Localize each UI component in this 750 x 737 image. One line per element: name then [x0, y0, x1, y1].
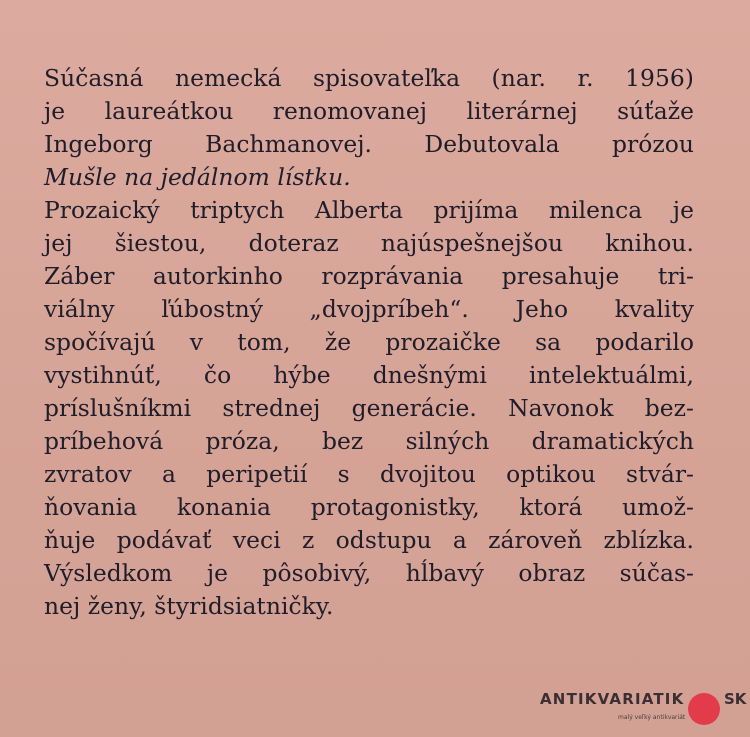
text-line: ňuje podávať veci z odstupu a zároveň zblízka. — [44, 526, 694, 554]
watermark-suffix: SK — [724, 690, 747, 708]
text-line: nej ženy, štyridsiatničky. — [44, 592, 334, 620]
text-line: Ingeborg Bachmanovej. Debutovala prózou — [44, 130, 694, 158]
text-line: Záber autorkinho rozprávania presahuje tri- — [44, 262, 694, 290]
text-line-italic-title — [44, 161, 694, 194]
text-line: ňovania konania protagonistky, ktorá umož- — [44, 493, 694, 521]
watermark-tagline: malý veľký antikvariát — [618, 714, 686, 721]
description-text — [44, 62, 694, 623]
text-line: viálny ľúbostný „dvojpríbeh“. Jeho kvality — [44, 295, 694, 323]
red-dot-icon — [688, 693, 720, 725]
text-line: Prozaický triptych Alberta prijíma milenca je — [44, 196, 694, 224]
text-line: spočívajú v tom, že prozaičke sa podarilo — [44, 328, 694, 356]
text-line: je laureátkou renomovanej literárnej súťaže — [44, 97, 694, 125]
text-line: zvratov a peripetií s dvojitou optikou stvár- — [44, 460, 694, 488]
text-line: vystihnúť, čo hýbe dnešnými intelektuálmi, — [44, 361, 694, 389]
text-line: príslušníkmi strednej generácie. Navonok bez- — [44, 394, 694, 422]
text-line: jej šiestou, doteraz najúspešnejšou knihou. — [44, 229, 694, 257]
text-line: Výsledkom je pôsobivý, hĺbavý obraz súčas- — [44, 559, 694, 587]
watermark-name: ANTIKVARIATIK — [540, 690, 685, 708]
watermark-logo — [540, 690, 745, 730]
text-line: príbehová próza, bez silných dramatických — [44, 427, 694, 455]
text-line: Súčasná nemecká spisovateľka (nar. r. 1956) — [44, 64, 694, 92]
book-title: Mušle na jedálnom lístku. — [44, 163, 351, 191]
